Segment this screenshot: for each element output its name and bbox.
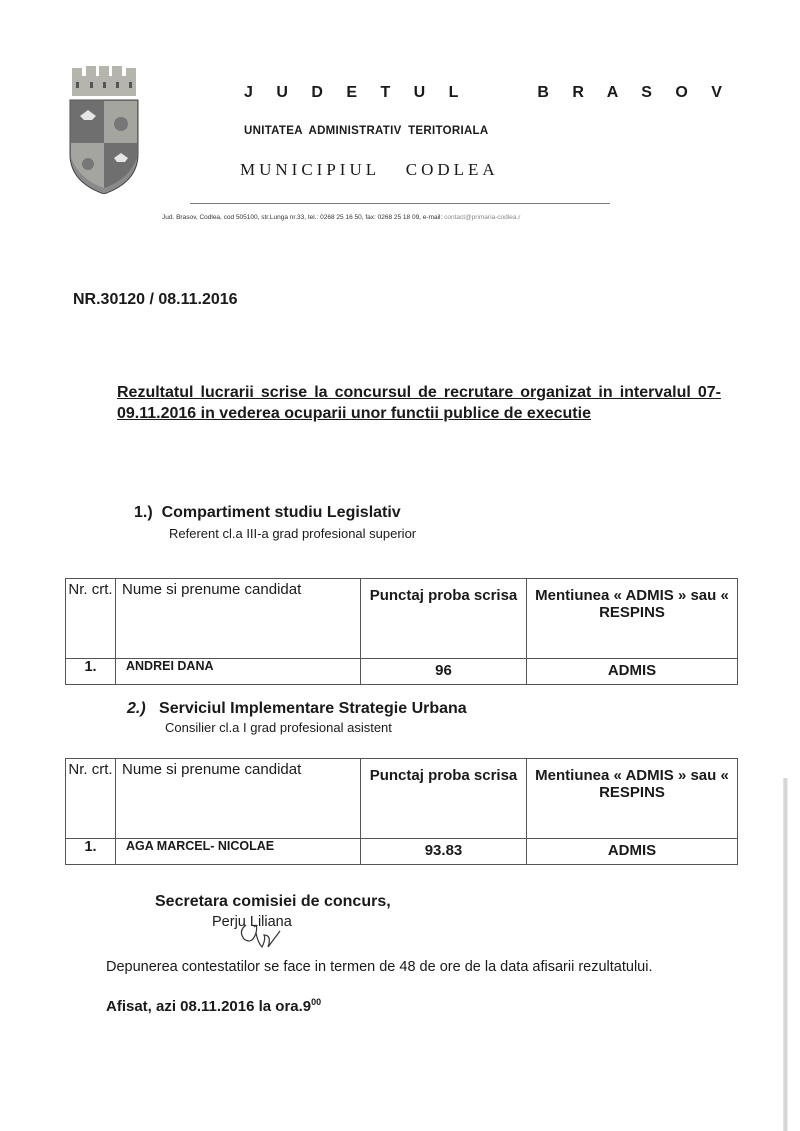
cell-score: 93.83 <box>361 839 527 865</box>
section-1-heading <box>134 504 401 522</box>
email-link[interactable]: contact@primaria-codlea.r <box>444 214 521 221</box>
header-divider <box>190 203 610 204</box>
col-nr-header: Nr. crt. <box>66 579 116 659</box>
municipality-heading: MUNICIPIUL CODLEA <box>240 160 499 179</box>
col-nr-header: Nr. crt. <box>66 759 116 839</box>
section-1-label: 1.) <box>134 504 153 521</box>
secretary-title: Secretara comisiei de concurs, <box>155 893 391 910</box>
cell-name: AGA MARCEL- NICOLAE <box>116 839 361 865</box>
signature-icon <box>228 913 298 958</box>
posted-text: Afisat, azi 08.11.2016 la ora.9 <box>106 998 312 1015</box>
col-score-header: Punctaj proba scrisa <box>361 579 527 659</box>
secretary-name: Perju Liliana <box>212 914 292 930</box>
cell-result: ADMIS <box>527 659 738 685</box>
posted-date <box>106 997 321 1015</box>
cell-name: ANDREI DANA <box>116 659 361 685</box>
section-2-department: Serviciul Implementare Strategie Urbana <box>159 700 467 717</box>
cell-score: 96 <box>361 659 527 685</box>
table-row <box>66 659 738 685</box>
appeal-note: Depunerea contestatilor se face in termen de 48 de ore de la data afisarii rezultatului. <box>106 959 653 975</box>
address-line <box>162 214 520 221</box>
section-1-position: Referent cl.a III-a grad profesional superior <box>169 526 417 541</box>
cell-nr: 1. <box>66 839 116 865</box>
col-name-header: Nume si prenume candidat <box>116 759 361 839</box>
col-name-header: Nume si prenume candidat <box>116 579 361 659</box>
section-2-position: Consilier cl.a I grad profesional asistent <box>165 720 392 735</box>
posted-minutes: 00 <box>311 997 322 1007</box>
county-heading: J U D E T U L B R A S O V <box>244 84 732 101</box>
section-2-heading <box>127 700 467 718</box>
address-text: Jud. Brasov, Codlea, cod 505100, str.Lunga nr.33, tel.: 0268 25 16 50, fax: 0268 25 18 09, e-mail: <box>162 214 445 221</box>
unit-heading: UNITATEA ADMINISTRATIV TERITORIALA <box>244 125 489 137</box>
document-title: Rezultatul lucrarii scrise la concursul de recrutare organizat in intervalul 07-09.11.2016 in vederea ocuparii unor functii publice de executie <box>117 384 721 422</box>
cell-result: ADMIS <box>527 839 738 865</box>
scan-edge-artifact <box>783 778 788 1131</box>
col-mention-header: Mentiunea « ADMIS » sau « RESPINS <box>527 759 738 839</box>
table-row <box>66 839 738 865</box>
table-header-row <box>66 579 738 659</box>
cell-nr: 1. <box>66 659 116 685</box>
table-header-row <box>66 759 738 839</box>
col-mention-header: Mentiunea « ADMIS » sau « RESPINS <box>527 579 738 659</box>
results-table-1 <box>65 578 738 685</box>
results-table-2 <box>65 758 738 865</box>
section-1-department: Compartiment studiu Legislativ <box>161 504 401 521</box>
document-number: NR.30120 / 08.11.2016 <box>73 291 238 308</box>
coat-of-arms-icon <box>66 66 142 194</box>
col-score-header: Punctaj proba scrisa <box>361 759 527 839</box>
section-2-label: 2.) <box>127 700 146 717</box>
